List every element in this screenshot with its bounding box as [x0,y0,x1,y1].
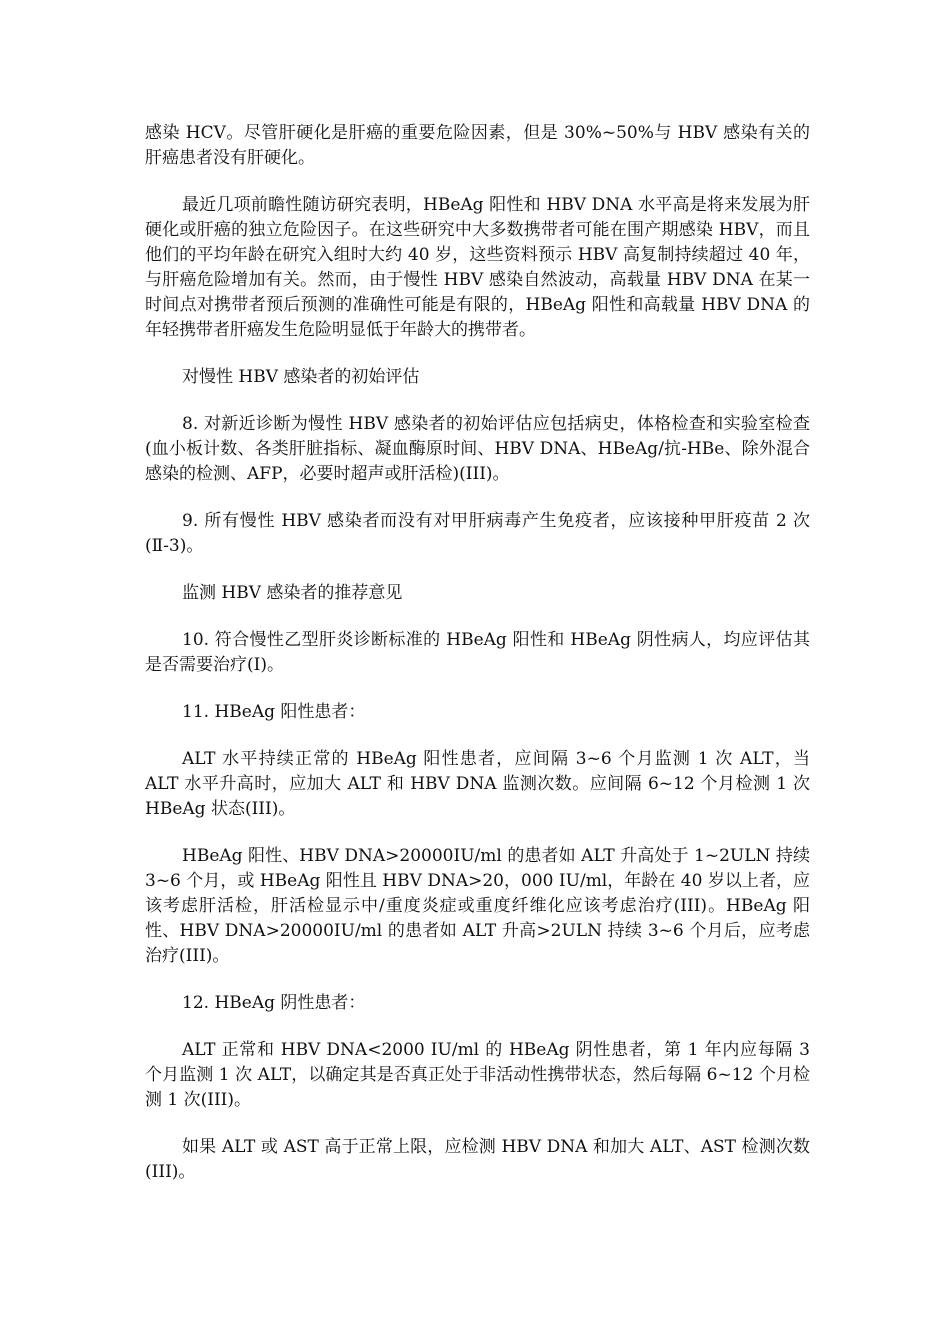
document-page [145,121,810,1207]
recommendation-9: 9. 所有慢性 HBV 感染者而没有对甲肝病毒产生免疫者，应该接种甲肝疫苗 2 次(Ⅱ-3)。 [145,511,810,556]
recommendation-12-title: 12. HBeAg 阴性患者： [182,993,366,1013]
recommendation-12-alt-elevated: 如果 ALT 或 AST 高于正常上限，应检测 HBV DNA 和加大 ALT、AST 检测次数(III)。 [145,1137,810,1182]
section-heading-initial-assessment: 对慢性 HBV 感染者的初始评估 [182,367,420,387]
paragraph-prospective-studies: 最近几项前瞻性随访研究表明，HBeAg 阳性和 HBV DNA 水平高是将来发展为肝硬化或肝癌的独立危险因子。在这些研究中大多数携带者可能在围产期感染 HBV，而且他们的平均年龄在研究入组时大约 40 岁，这些资料预示 HBV 高复制持续超过 40 年，与肝癌危险增加有关。然而，由于慢性 HBV 感染自然波动，高载量 HBV DNA 在某一时间点对携带者预后预测的准确性可能是有限的，HBeAg 阳性和高载量 HBV DNA 的年轻携带者肝癌发生危险明显低于年龄大的携带者。 [145,195,810,340]
recommendation-11-biopsy: HBeAg 阳性、HBV DNA>20000IU/ml 的患者如 ALT 升高处于 1~2ULN 持续 3~6 个月，或 HBeAg 阳性且 HBV DNA>20，000 IU/ml，年龄在 40 岁以上者，应该考虑肝活检，肝活检显示中/重度炎症或重度纤维化应该考虑治疗(III)。HBeAg 阳性、HBV DNA>20000IU/ml 的患者如 ALT 升高>2ULN 持续 3~6 个月后，应考虑治疗(III)。 [145,846,810,966]
recommendation-11-alt-normal: ALT 水平持续正常的 HBeAg 阳性患者，应间隔 3~6 个月监测 1 次 ALT，当 ALT 水平升高时，应加大 ALT 和 HBV DNA 监测次数。应间隔 6~12 个月检测 1 次 HBeAg 状态(III)。 [145,749,810,819]
recommendation-8: 8. 对新近诊断为慢性 HBV 感染者的初始评估应包括病史，体格检查和实验室检查(血小板计数、各类肝脏指标、凝血酶原时间、HBV DNA、HBeAg/抗-HBe、除外混合感染的检测、AFP，必要时超声或肝活检)(III)。 [145,414,810,484]
paragraph-hcc-cirrhosis: 感染 HCV。尽管肝硬化是肝癌的重要危险因素，但是 30%~50%与 HBV 感染有关的肝癌患者没有肝硬化。 [145,123,810,168]
recommendation-11-title: 11. HBeAg 阳性患者： [182,702,366,722]
recommendation-10: 10. 符合慢性乙型肝炎诊断标准的 HBeAg 阳性和 HBeAg 阴性病人，均应评估其是否需要治疗(Ⅰ)。 [145,630,810,675]
recommendation-12-inactive-carrier: ALT 正常和 HBV DNA<2000 IU/ml 的 HBeAg 阴性患者，第 1 年内应每隔 3 个月监测 1 次 ALT，以确定其是否真正处于非活动性携带状态，然后每隔 6~12 个月检测 1 次(III)。 [145,1040,810,1110]
section-heading-monitoring: 监测 HBV 感染者的推荐意见 [182,583,403,603]
